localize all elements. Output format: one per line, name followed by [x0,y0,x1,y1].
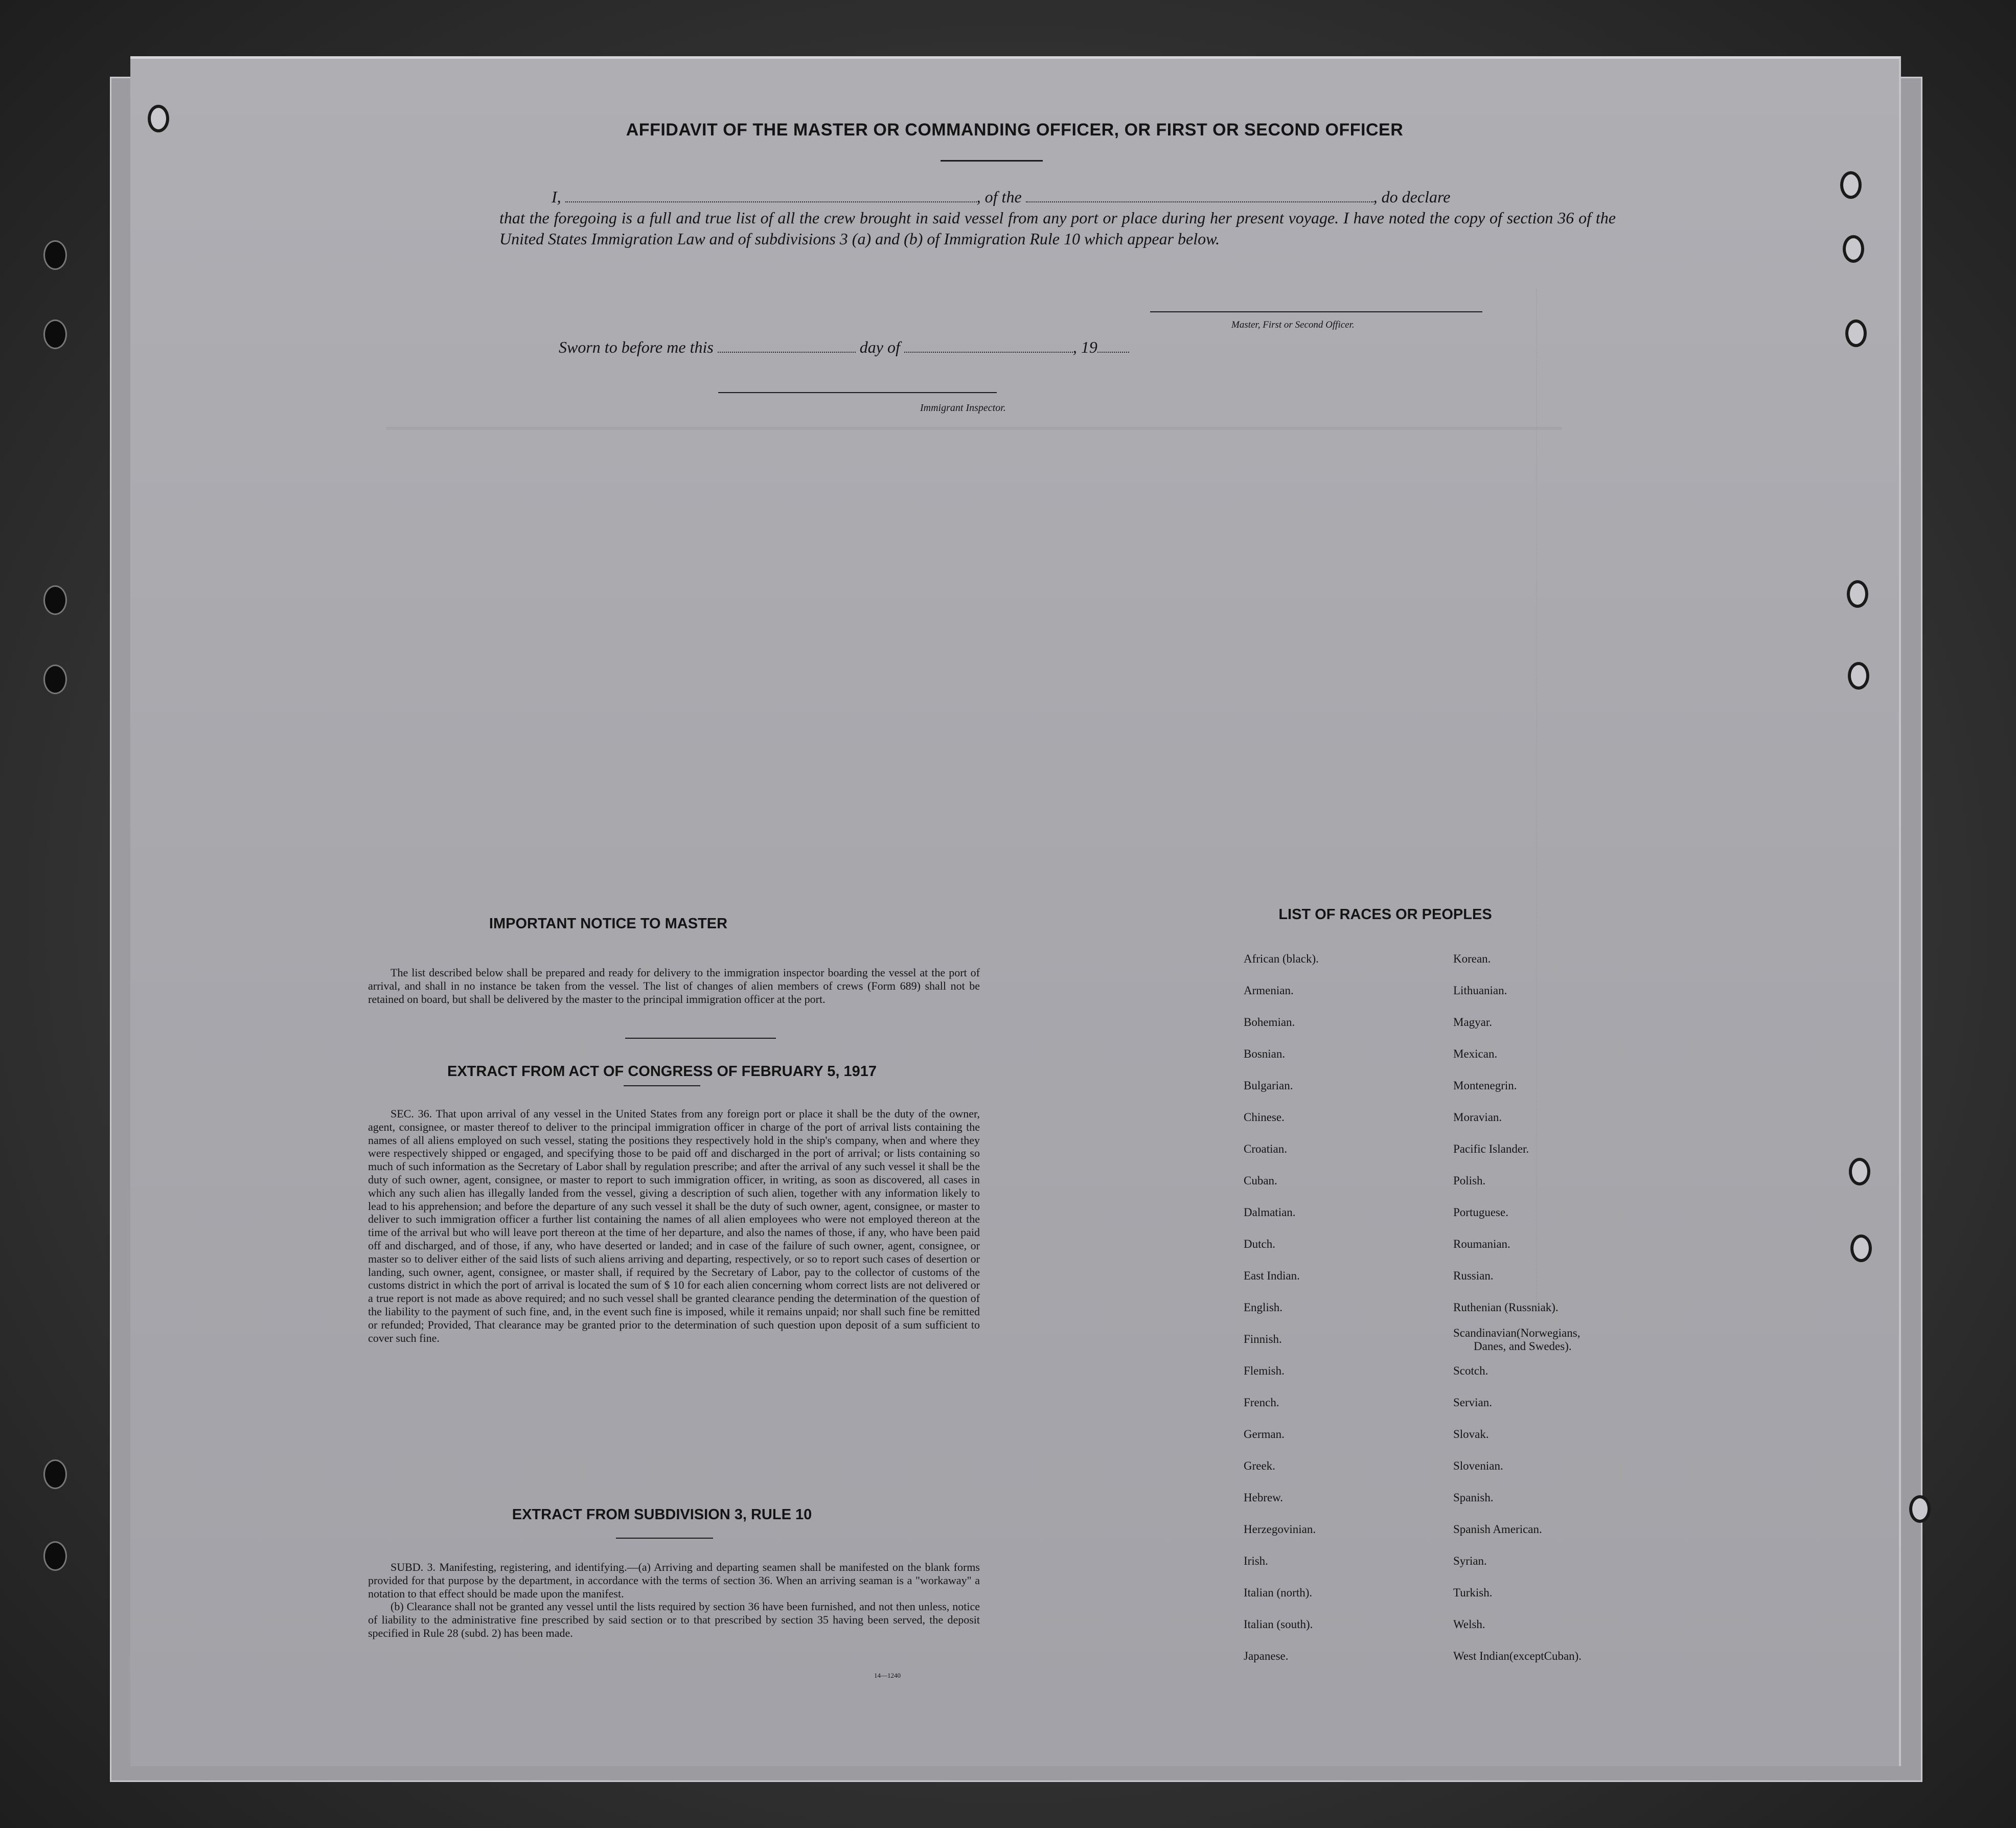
binder-hole [1848,662,1869,690]
affidavit-title: AFFIDAVIT OF THE MASTER OR COMMANDING OFFICER, OR FIRST OR SECOND OFFICER [626,120,1404,140]
master-signature-line[interactable] [1150,311,1482,312]
bleed-through-text [386,427,1562,430]
race-item: Flemish. [1244,1364,1285,1377]
sworn-day: day of [859,338,900,356]
binder-hole [1850,1235,1872,1262]
race-item: Bulgarian. [1244,1079,1293,1092]
race-item: Lithuanian. [1453,984,1507,997]
binder-hole [1847,580,1868,608]
race-item: Russian. [1453,1269,1494,1282]
divider [616,1538,713,1539]
race-item: Cuban. [1244,1174,1277,1187]
binder-hole [43,1459,67,1489]
race-item: Pacific Islander. [1453,1142,1529,1155]
race-item: Scandinavian(Norwegians, [1453,1327,1580,1339]
race-item: Bohemian. [1244,1016,1295,1029]
binder-hole [43,240,67,270]
race-item: Armenian. [1244,984,1294,997]
binder-hole [1845,319,1867,347]
declaration-of-the: , of the [976,188,1022,206]
race-item: Servian. [1453,1396,1493,1409]
declaration-i: I, [552,188,561,206]
binder-hole [1843,235,1864,263]
act-heading: EXTRACT FROM ACT OF CONGRESS OF FEBRUARY 5, 1917 [447,1063,877,1080]
binder-hole [1849,1158,1870,1185]
rule-paragraph-b: (b) Clearance shall not be granted any vessel until the lists required by section 36 have been furnished, and not then unless, notice of liability to the administrative fine prescribed by said section or to that prescribed by section 35 having been served, the deposit specified in Rule 28 (subd. 2) has been made. [368,1600,980,1639]
act-text [368,1107,980,1344]
race-item-multiline [1453,1323,1582,1355]
race-item: Polish. [1453,1174,1486,1187]
rule-text [368,1561,980,1640]
binder-hole [43,1541,67,1571]
race-item: Slovenian. [1453,1459,1503,1472]
race-item: Greek. [1244,1459,1275,1472]
race-item: Slovak. [1453,1428,1489,1441]
form-number: 14—1240 [874,1672,901,1679]
race-item: German. [1244,1428,1285,1441]
binder-hole [43,585,67,615]
manifest-page [130,56,1901,1766]
sworn-year-field[interactable] [1097,339,1129,353]
race-item: Chinese. [1244,1111,1285,1124]
race-item: Italian (north). [1244,1586,1313,1599]
divider [625,1038,776,1039]
binder-hole [43,665,67,694]
race-item: Finnish. [1244,1333,1282,1345]
race-item: English. [1244,1301,1283,1314]
race-item: Montenegrin. [1453,1079,1517,1092]
race-item: Japanese. [1244,1650,1289,1662]
race-item: Dutch. [1244,1238,1275,1250]
race-item: West Indian(exceptCuban). [1453,1650,1582,1662]
race-item: Magyar. [1453,1016,1493,1029]
race-item: African (black). [1244,952,1319,965]
race-item: Syrian. [1453,1555,1487,1567]
race-item: Moravian. [1453,1111,1502,1124]
act-paragraph: SEC. 36. That upon arrival of any vessel in the United States from any foreign port or place it shall be the duty of the owner, agent, consignee, or master thereof to deliver to the principal immigration officer in charge of the port of arrival lists containing the names of all aliens employed on such vessel, stating the positions they respectively hold in the ship's company, when and where they were respectively shipped or engaged, and specifying those to be paid off and discharged in the port of arrival; or lists containing so much of such information as the Secretary of Labor shall by regulation prescribe; and after the arrival of any such vessel it shall be the duty of such owner, agent, consignee, or master to report to such immigration officer, in writing, as soon as discovered, all cases in which any such alien has illegally landed from the vessel, giving a description of such alien, together with any information likely to lead to his apprehension; and before the departure of any such vessel it shall be the duty of such owner, agent, consignee, or master to deliver to such immigration officer a further list containing the names of all alien employees who were not employed thereon at the time of the arrival but who will leave port thereon at the time of her departure, and also the names of those, if any, who have been paid off and discharged, and of those, if any, who have deserted or landed; and in case of the failure of such owner, agent, consignee, or master so to deliver either of the said lists of such aliens arriving and departing, respectively, or so to report such cases of desertion or landing, such owner, agent, consignee, or master shall, if required by the Secretary of Labor, pay to the collector of customs of the customs district in which the port of arrival is located the sum of $ 10 for each alien concerning whom correct lists are not delivered or a true report is not made as above required; and no such vessel shall be granted clearance pending the determination of the question of the liability to the payment of such fine, and, in the event such fine is imposed, while it remains unpaid; nor shall such fine be remitted or refunded; Provided, That clearance may be granted prior to the determination of such question upon deposit of a sum sufficient to cover such fine. [368,1107,980,1344]
race-item: Mexican. [1453,1047,1498,1060]
race-item: Italian (south). [1244,1618,1313,1631]
inspector-signature-line[interactable] [718,392,997,393]
race-item: Korean. [1453,952,1491,965]
name-field[interactable] [565,189,977,202]
race-item: Spanish American. [1453,1523,1542,1536]
race-item: Danes, and Swedes). [1474,1340,1572,1353]
race-item: Hebrew. [1244,1491,1284,1504]
race-item: Roumanian. [1453,1238,1510,1250]
sworn-day-field[interactable] [718,339,856,353]
race-item: East Indian. [1244,1269,1300,1282]
declaration [499,187,1616,249]
races-heading: LIST OF RACES OR PEOPLES [1278,906,1492,923]
race-item: Turkish. [1453,1586,1493,1599]
inspector-label: Immigrant Inspector. [920,402,1006,414]
race-item: Spanish. [1453,1491,1494,1504]
rule-heading: EXTRACT FROM SUBDIVISION 3, RULE 10 [512,1506,812,1523]
race-item: Portuguese. [1453,1206,1508,1219]
binder-hole [1840,171,1862,199]
sworn-month-field[interactable] [904,339,1073,353]
race-item: French. [1244,1396,1279,1409]
race-item: Croatian. [1244,1142,1287,1155]
vessel-field[interactable] [1026,189,1373,202]
race-item: Ruthenian (Russniak). [1453,1301,1559,1314]
sworn-prefix: Sworn to before me this [559,338,714,356]
title-underline [941,160,1043,162]
race-item: Welsh. [1453,1618,1485,1631]
notice-heading: IMPORTANT NOTICE TO MASTER [489,916,728,932]
declaration-do-declare: , do declare [1373,188,1451,206]
race-item: Dalmatian. [1244,1206,1296,1219]
divider [624,1085,700,1086]
sworn-year: , 19 [1072,338,1097,356]
races-left-column [1244,943,1319,1672]
master-signature-label: Master, First or Second Officer. [1231,319,1355,330]
race-item: Irish. [1244,1555,1268,1567]
sworn-line [559,338,1129,357]
race-item: Bosnian. [1244,1047,1286,1060]
binder-hole [1909,1495,1931,1523]
notice-paragraph: The list described below shall be prepared and ready for delivery to the immigration inspector boarding the vessel at the port of arrival, and shall in no instance be taken from the vessel. The list of changes of alien members of crews (Form 689) shall not be retained on board, but shall be delivered by the master to the principal immigration officer at the port. [368,966,980,1006]
declaration-body: that the foregoing is a full and true list of all the crew brought in said vessel from any port or place during her present voyage. I have noted the copy of section 36 of the United States Immigration Law and of subdivisions 3 (a) and (b) of Immigration Rule 10 which appear below. [499,209,1616,248]
race-item: Scotch. [1453,1364,1488,1377]
rule-paragraph-a: SUBD. 3. Manifesting, registering, and identifying.—(a) Arriving and departing seamen shall be manifested on the blank forms provided for that purpose by the department, in accordance with the terms of section 36. When an arriving seaman is a "workaway" a notation to that effect should be made upon the manifest. [368,1561,980,1600]
notice-text [368,966,980,1006]
races-right-column [1453,943,1582,1672]
race-item: Herzegovinian. [1244,1523,1316,1536]
binder-hole [43,319,67,349]
